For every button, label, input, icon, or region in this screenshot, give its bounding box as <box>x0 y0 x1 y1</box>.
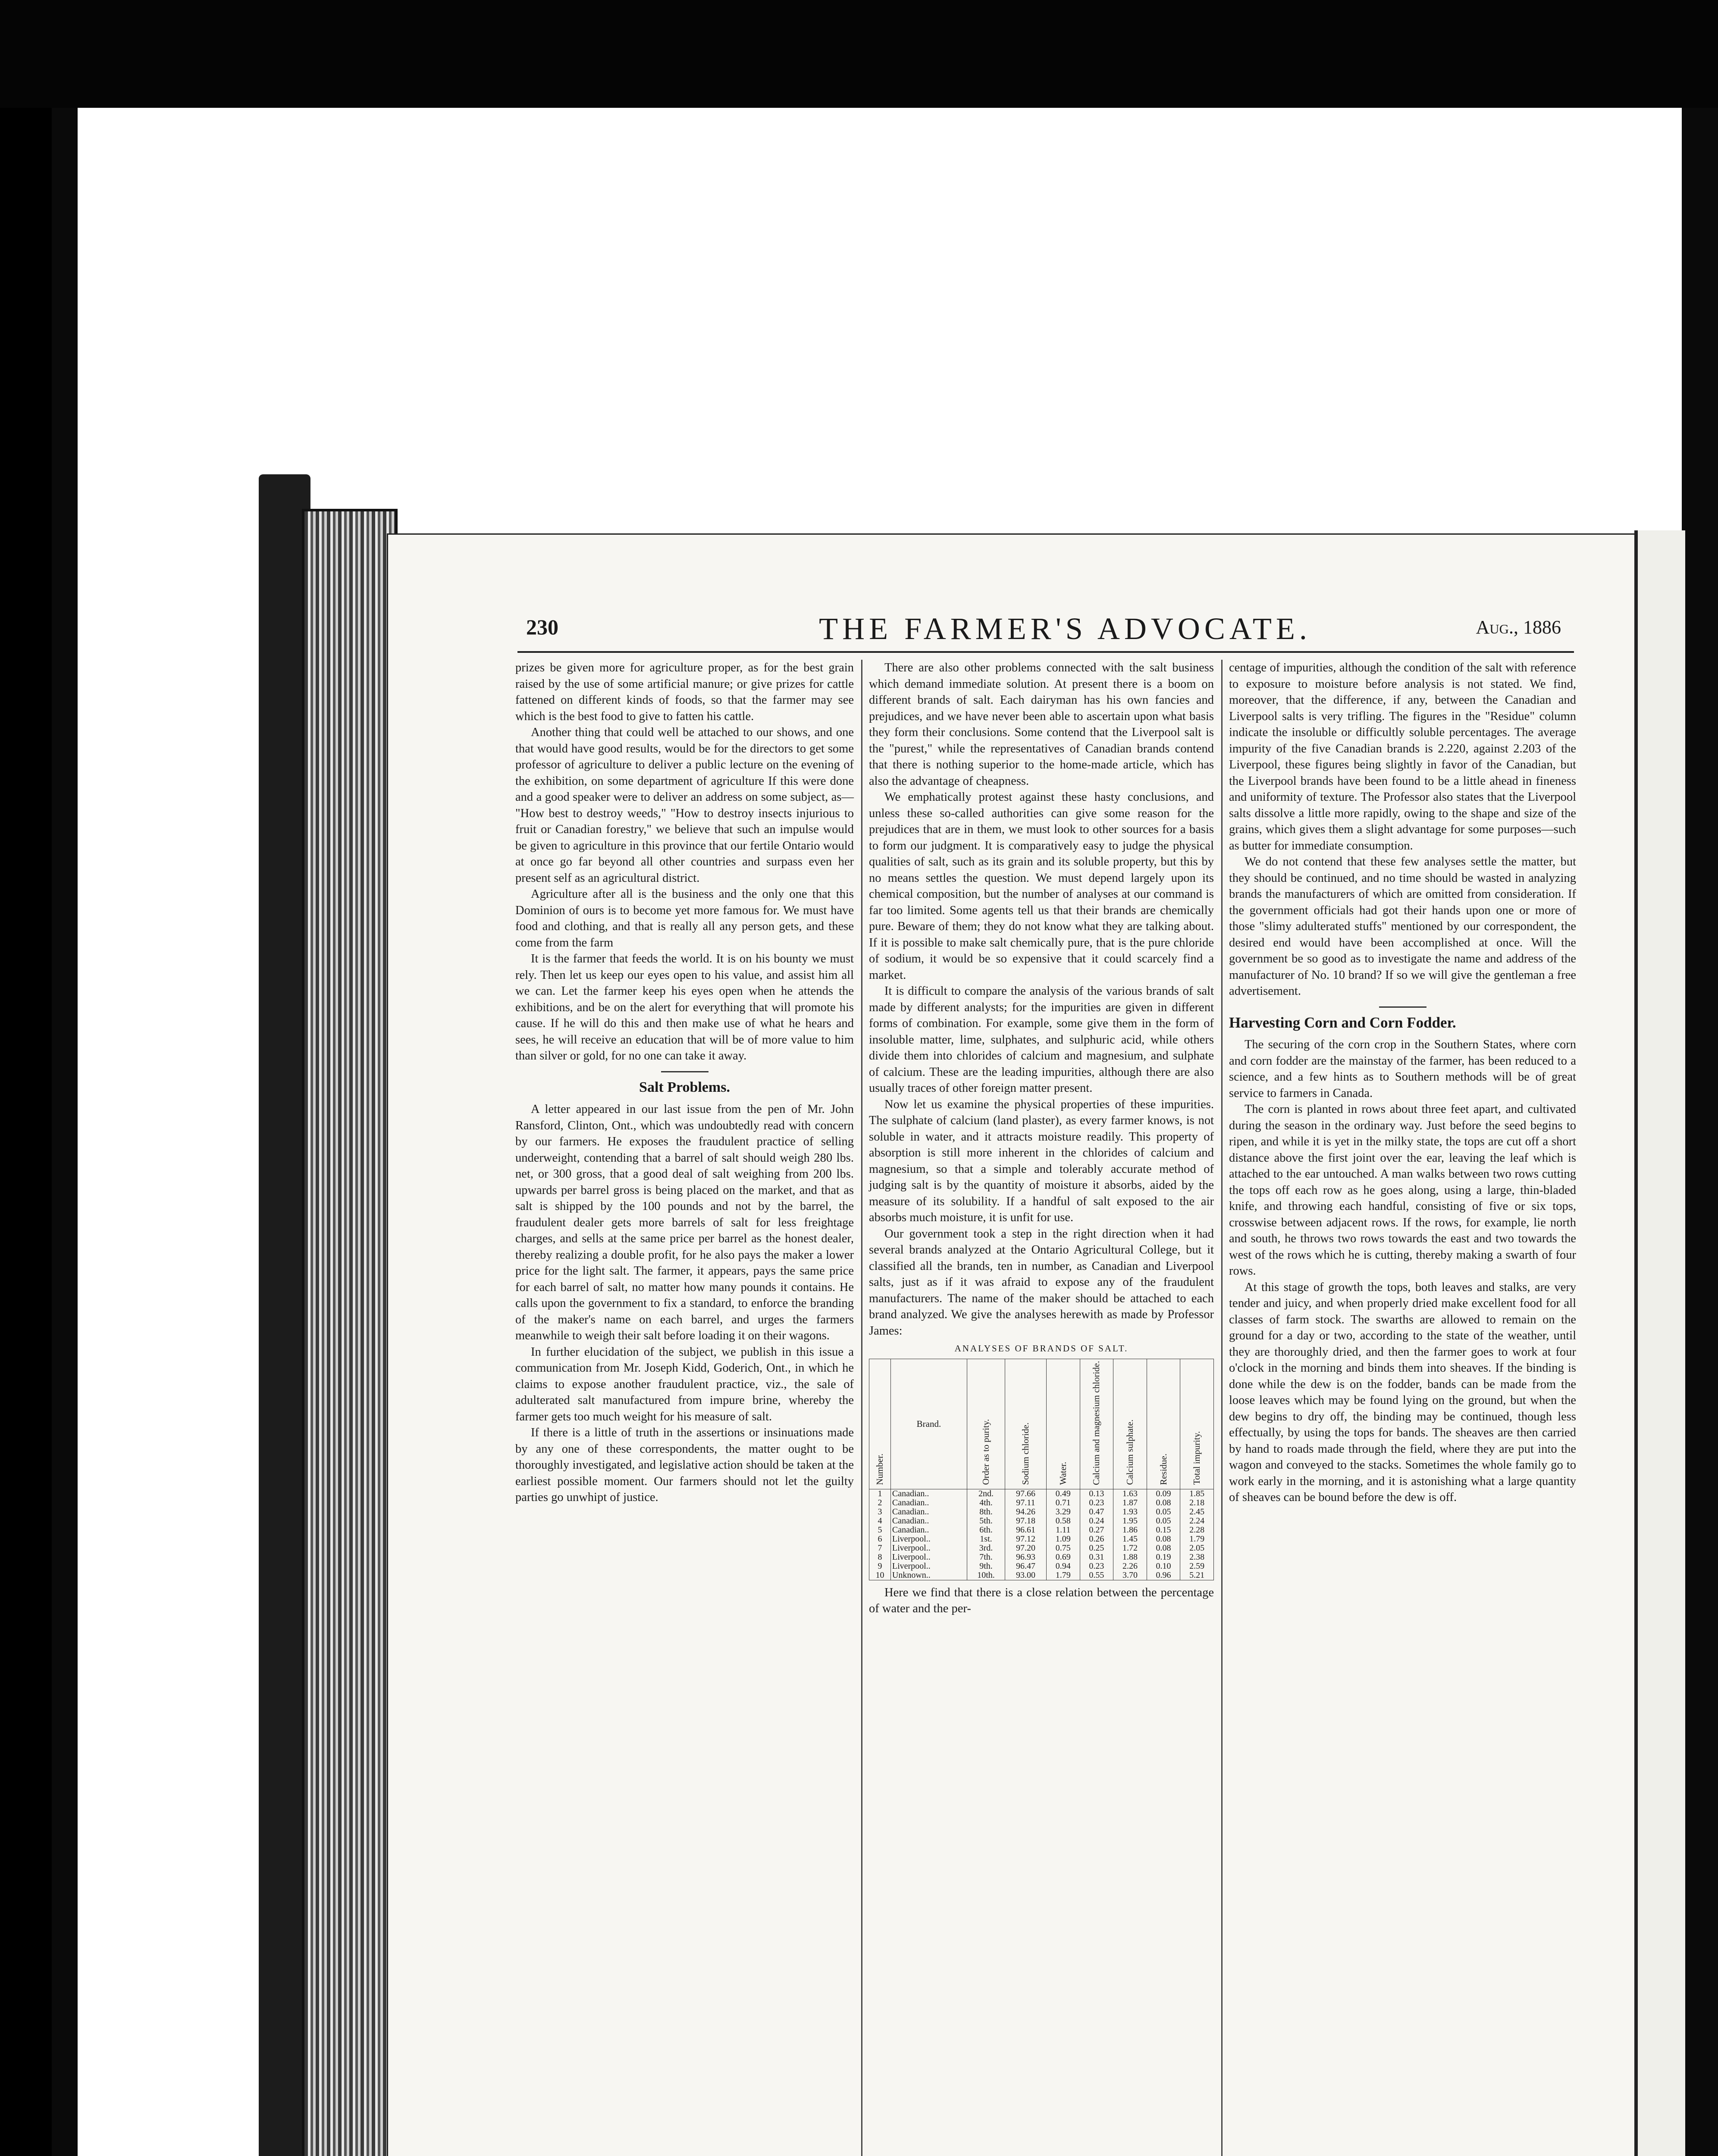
table-cell: 4 <box>869 1517 891 1526</box>
column-three <box>1229 660 1576 1506</box>
table-cell: 97.12 <box>1005 1535 1046 1544</box>
table-cell: 3 <box>869 1507 891 1517</box>
column-rule <box>1221 660 1223 2156</box>
masthead-title: THE FARMER'S ADVOCATE. <box>819 611 1311 646</box>
section-divider <box>1379 1006 1426 1008</box>
table-row <box>869 1489 1214 1498</box>
table-header-row <box>869 1359 1214 1489</box>
table-cell: 1 <box>869 1489 891 1498</box>
table-cell: 3rd. <box>967 1544 1005 1553</box>
table-cell: 0.49 <box>1046 1489 1080 1498</box>
table-cell: 1.72 <box>1113 1544 1147 1553</box>
table-cell: Liverpool.. <box>890 1562 967 1571</box>
table-cell: 2.24 <box>1180 1517 1214 1526</box>
section-divider <box>661 1071 709 1072</box>
table-cell: 0.47 <box>1080 1507 1113 1517</box>
article-paragraph: It is the farmer that feeds the world. It is on his bounty we must rely. Then let us keep our eyes open to his value, and assist him all we can. Let the farmer keep his eyes open when he attends the exhibitions, and be on the alert for everything that will promote his cause. If he will do this and then make use of what he hears and sees, he will receive an education that will be of more value to him than silver or gold, for no one can take it away. <box>515 952 854 1062</box>
table-cell: 0.08 <box>1147 1498 1180 1507</box>
table-cell: 96.93 <box>1005 1553 1046 1562</box>
table-cell: 1.09 <box>1046 1535 1080 1544</box>
table-cell: 94.26 <box>1005 1507 1046 1517</box>
table-cell: 93.00 <box>1005 1571 1046 1580</box>
article-paragraph: prizes be given more for agriculture proper, as for the best grain raised by the use of some artificial manure; or give prizes for cattle fattened on different kinds of foods, so that the farmer may see which is the best food to give to fatten his cattle. <box>515 661 854 723</box>
table-cell: 6th. <box>967 1526 1005 1535</box>
table-cell: 9th. <box>967 1562 1005 1571</box>
table-cell: Canadian.. <box>890 1517 967 1526</box>
film-right-edge <box>1682 108 1718 2156</box>
table-cell: Liverpool.. <box>890 1535 967 1544</box>
table-cell: 97.66 <box>1005 1489 1046 1498</box>
table-cell: Canadian.. <box>890 1489 967 1498</box>
table-cell: 1.86 <box>1113 1526 1147 1535</box>
table-cell: 1.11 <box>1046 1526 1080 1535</box>
table-cell: 0.15 <box>1147 1526 1180 1535</box>
header-rule <box>517 651 1574 653</box>
article-paragraph: We emphatically protest against these hasty conclusions, and unless these so-called authorities can give some reason for the prejudices that are in them, we must look to other sources for a basis to form our judgment. It is comparatively easy to judge the physical qualities of salt, such as its grain and its soluble property, but this by no means settles the question. We must depend largely upon its chemical composition, but the number of analyses at our command is far too limited. Some agents tell us that their brands are chemically pure. Beware of them; they do not know what they are talking about. If it is possible to make salt chemically pure, that is the pure chloride of sodium, it would be so expensive that it could scarcely find a market. <box>869 790 1214 982</box>
facing-page-edge <box>1634 530 1685 2156</box>
table-cell: 7 <box>869 1544 891 1553</box>
article-paragraph: A letter appeared in our last issue from the pen of Mr. John Ransford, Clinton, Ont., which was undoubtedly read with concern by our farmers. He exposes the fraudulent practice of selling underweight, contending that a barrel of salt should weigh 280 lbs. net, or 300 gross, that a good deal of salt weighing from 200 lbs. upwards per barrel gross is being placed on the market, and that as salt is shipped by the 100 pounds and not by the barrel, the fraudulent dealer gets more barrels of salt for less freightage charges, and sells at the same price per barrel as the honest dealer, thereby realizing a double profit, for he also pays the maker a lower price for the light salt. The farmer, it appears, pays the same price for each barrel of salt, no matter how many pounds it contains. He calls upon the government to fix a standard, to enforce the branding of the maker's name on each barrel, and urges the farmers meanwhile to weigh their salt before loading it on their wagons. <box>515 1103 854 1342</box>
table-cell: 10th. <box>967 1571 1005 1580</box>
table-cell: 0.05 <box>1147 1507 1180 1517</box>
article-paragraph: Our government took a step in the right direction when it had several brands analyzed at the Ontario Agricultural College, but it classified all the brands, ten in number, as Canadian and Liverpool salts, just as if it was afraid to expose any of the fraudulent manufacturers. The name of the maker should be attached to each brand analyzed. We give the analyses herewith as made by Professor James: <box>869 1227 1214 1338</box>
table-cell: 0.08 <box>1147 1535 1180 1544</box>
table-cell: 97.11 <box>1005 1498 1046 1507</box>
column-rule <box>861 660 862 2156</box>
table-row <box>869 1535 1214 1544</box>
table-row <box>869 1571 1214 1580</box>
table-cell: 9 <box>869 1562 891 1571</box>
table-row <box>869 1507 1214 1517</box>
article-paragraph: It is difficult to compare the analysis of the various brands of salt made by different analysts; for the impurities are given in different forms of combination. For example, some give them in the form of insoluble matter, lime, sulphates, and sulphuric acid, while others divide them into chlorides of calcium and magnesium, and sulphate of calcium. These are the leading impurities, although there are also usually traces of other foreign matter present. <box>869 984 1214 1095</box>
table-cell: 0.05 <box>1147 1517 1180 1526</box>
table-cell: 97.18 <box>1005 1517 1046 1526</box>
table-row <box>869 1498 1214 1507</box>
table-cell: 0.10 <box>1147 1562 1180 1571</box>
table-cell: Canadian.. <box>890 1526 967 1535</box>
table-cell: Unknown.. <box>890 1571 967 1580</box>
table-cell: 0.71 <box>1046 1498 1080 1507</box>
table-cell: 3.70 <box>1113 1571 1147 1580</box>
header-sodium-chloride: Sodium chloride. <box>1005 1359 1046 1489</box>
table-cell: 2.59 <box>1180 1562 1214 1571</box>
table-cell: Canadian.. <box>890 1507 967 1517</box>
table-cell: 0.27 <box>1080 1526 1113 1535</box>
column-two <box>869 660 1214 1617</box>
article-paragraph: There are also other problems connected with the salt business which demand immediate solution. At present there is a boom on different brands of salt. Each dairyman has his own fancies and prejudices, and we have never been able to ascertain upon what basis they form their conclusions. Some contend that the Liverpool salt is the "purest," while the representatives of Canadian brands contend that there is nothing superior to the home-made article, which has also the advantage of cheapness. <box>869 661 1214 788</box>
table-cell: Liverpool.. <box>890 1553 967 1562</box>
table-cell: 0.31 <box>1080 1553 1113 1562</box>
table-cell: 2.26 <box>1113 1562 1147 1571</box>
table-cell: 1.95 <box>1113 1517 1147 1526</box>
table-row <box>869 1544 1214 1553</box>
article-paragraph: The securing of the corn crop in the Southern States, where corn and corn fodder are the mainstay of the farmer, has been reduced to a science, and a few hints as to Southern methods will be of great service to farmers in Canada. <box>1229 1038 1576 1100</box>
table-cell: 1.63 <box>1113 1489 1147 1498</box>
article-paragraph: Now let us examine the physical properties of these impurities. The sulphate of calcium (land plaster), as every farmer knows, is not soluble in water, and it attracts moisture readily. This property of absorption is still more inherent in the chlorides of calcium and magnesium, so that a simple and tolerably accurate method of judging salt is by the quantity of moisture it absorbs, aided by the measure of its solubility. If a handful of salt exposed to the air absorbs much moisture, it is unfit for use. <box>869 1097 1214 1224</box>
table-cell: Canadian.. <box>890 1498 967 1507</box>
table-row <box>869 1526 1214 1535</box>
table-cell: 5th. <box>967 1517 1005 1526</box>
page-number: 230 <box>526 615 558 639</box>
table-cell: 1.79 <box>1046 1571 1080 1580</box>
header-residue: Residue. <box>1147 1359 1180 1489</box>
film-left-edge <box>52 108 78 2156</box>
table-cell: 1.87 <box>1113 1498 1147 1507</box>
salt-table-title: ANALYSES OF BRANDS OF SALT. <box>954 1343 1129 1354</box>
header-calcium-magnesium-chloride: Calcium and magnesium chloride. <box>1080 1359 1113 1489</box>
table-cell: 96.47 <box>1005 1562 1046 1571</box>
salt-analysis-table <box>869 1359 1214 1580</box>
table-cell: 4th. <box>967 1498 1005 1507</box>
table-cell: 97.20 <box>1005 1544 1046 1553</box>
table-cell: 2.18 <box>1180 1498 1214 1507</box>
header-total-impurity: Total impurity. <box>1180 1359 1214 1489</box>
table-cell: 0.94 <box>1046 1562 1080 1571</box>
header-brand: Brand. <box>890 1359 967 1489</box>
table-cell: 0.96 <box>1147 1571 1180 1580</box>
column-one <box>515 660 854 1506</box>
article-paragraph: At this stage of growth the tops, both leaves and stalks, are very tender and juicy, and when properly dried make excellent food for all classes of farm stock. The swarths are allowed to remain on the ground for a day or two, according to the state of the weather, until they are thoroughly dried, and then the farmer goes to work at four o'clock in the morning and binds them into sheaves. If the binding is done while the dew is on the fodder, bands can be made from the loose leaves which may be found lying on the ground, but when the dew begins to dry off, the binding may be continued, though less effectually, by using the tops for bands. The sheaves are then carried by hand to roads made through the field, where they are put into the wagon and conveyed to the stacks. Sometimes the whole family go to work early in the morning, and it is astonishing what a large quantity of sheaves can be bound before the dew is off. <box>1229 1280 1576 1504</box>
article-paragraph: Here we find that there is a close relation between the percentage of water and the per- <box>869 1586 1214 1616</box>
table-cell: 1.45 <box>1113 1535 1147 1544</box>
table-cell: 10 <box>869 1571 891 1580</box>
table-row <box>869 1517 1214 1526</box>
table-cell: 8 <box>869 1553 891 1562</box>
table-cell: Liverpool.. <box>890 1544 967 1553</box>
table-cell: 2.45 <box>1180 1507 1214 1517</box>
article-paragraph: centage of impurities, although the condition of the salt with reference to exposure to moisture before analysis is not stated. We find, moreover, that the difference, if any, between the Canadian and Liverpool salts is very trifling. The figures in the "Residue" column indicate the insoluble or difficultly soluble percentages. The average impurity of the five Canadian brands is 2.220, against 2.203 of the Liverpool, these figures being slightly in favor of the Canadian, but the Liverpool brands have been found to be a little ahead in fineness and uniformity of texture. The Professor also states that the Liverpool salts dissolve a little more rapidly, owing to the shape and size of the grains, which gives them a slight advantage for some purposes—such as butter for immediate consumption. <box>1229 661 1576 852</box>
article-paragraph: Another thing that could well be attached to our shows, and one that would have good results, would be for the directors to get some professor of agriculture to deliver a public lecture on the evening of the exhibition, on some department of agriculture If this were done and a good speaker were to deliver an address on some subject, as— "How best to destroy weeds," "How to destroy insects injurious to fruit or Canadian forestry," we believe that such an impulse would be given to agriculture in this province that our fertile Ontario would at once go far beyond all other countries and surpass even her present self as an agricultural district. <box>515 726 854 885</box>
table-cell: 0.09 <box>1147 1489 1180 1498</box>
table-cell: 2.05 <box>1180 1544 1214 1553</box>
header-calcium-sulphate: Calcium sulphate. <box>1113 1359 1147 1489</box>
table-cell: 3.29 <box>1046 1507 1080 1517</box>
table-cell: 0.69 <box>1046 1553 1080 1562</box>
header-number: Number. <box>869 1359 891 1489</box>
table-cell: 96.61 <box>1005 1526 1046 1535</box>
table-cell: 1.93 <box>1113 1507 1147 1517</box>
table-cell: 2.28 <box>1180 1526 1214 1535</box>
table-cell: 2nd. <box>967 1489 1005 1498</box>
table-cell: 0.13 <box>1080 1489 1113 1498</box>
header-water: Water. <box>1046 1359 1080 1489</box>
article-paragraph: Agriculture after all is the business and the only one that this Dominion of ours is to become yet more famous for. We must have food and clothing, and that is really all any person gets, and these come from the farm <box>515 887 854 950</box>
table-cell: 2 <box>869 1498 891 1507</box>
table-cell: 0.58 <box>1046 1517 1080 1526</box>
table-cell: 1.79 <box>1180 1535 1214 1544</box>
table-cell: 0.75 <box>1046 1544 1080 1553</box>
table-cell: 8th. <box>967 1507 1005 1517</box>
table-cell: 1st. <box>967 1535 1005 1544</box>
header-order: Order as to purity. <box>967 1359 1005 1489</box>
issue-date: Aug., 1886 <box>1476 617 1561 638</box>
table-cell: 2.38 <box>1180 1553 1214 1562</box>
table-cell: 0.23 <box>1080 1498 1113 1507</box>
table-cell: 0.19 <box>1147 1553 1180 1562</box>
table-cell: 0.08 <box>1147 1544 1180 1553</box>
article-paragraph: In further elucidation of the subject, we publish in this issue a communication from Mr. Joseph Kidd, Goderich, Ont., in which he claims to expose another fraudulent practice, viz., the sale of adulterated salt manufactured from impure brine, whereby the farmer gets too much weight for his measure of salt. <box>515 1345 854 1423</box>
harvesting-corn-heading: Harvesting Corn and Corn Fodder. <box>1229 1014 1456 1031</box>
table-cell: 0.25 <box>1080 1544 1113 1553</box>
film-frame-top <box>0 0 1718 108</box>
article-paragraph: The corn is planted in rows about three feet apart, and cultivated during the season in the ordinary way. Just before the seed begins to ripen, and while it is yet in the milky state, the tops are cut off a short distance above the first joint over the ear, leaving the leaf which is attached to the ear untouched. A man walks between two rows cutting the tops off each row as he goes along, using a large, thin-bladed knife, and throwing each handful, consisting of five or six tops, crosswise between adjacent rows. If the rows, for example, lie north and south, he throws two rows towards the east and two towards the west of the rows which he is cutting, thereby making a swarth of four rows. <box>1229 1103 1576 1278</box>
table-cell: 0.26 <box>1080 1535 1113 1544</box>
article-paragraph: If there is a little of truth in the assertions or insinuations made by any one of these correspondents, the matter ought to be thoroughly investigated, and legislative action should be taken at the earliest possible moment. Our farmers should not let the guilty parties go unwhipt of justice. <box>515 1426 854 1504</box>
article-paragraph: We do not contend that these few analyses settle the matter, but they should be continued, and no time should be wasted in analyzing brands the manufacturers of which are omitted from consideration. If the government officials had got their hands upon one or more of those "slimy adulterated stuffs" mentioned by our correspondent, the desired end would have been accomplished at once. Will the government be so good as to investigate the name and address of the manufacturer of No. 10 brand? If so we will give the gentleman a free advertisement. <box>1229 855 1576 998</box>
table-cell: 1.85 <box>1180 1489 1214 1498</box>
table-cell: 5 <box>869 1526 891 1535</box>
table-row <box>869 1553 1214 1562</box>
table-cell: 0.55 <box>1080 1571 1113 1580</box>
running-head <box>526 611 1561 646</box>
salt-problems-heading: Salt Problems. <box>639 1079 730 1095</box>
table-cell: 5.21 <box>1180 1571 1214 1580</box>
table-cell: 0.23 <box>1080 1562 1113 1571</box>
table-row <box>869 1562 1214 1571</box>
table-cell: 6 <box>869 1535 891 1544</box>
table-cell: 7th. <box>967 1553 1005 1562</box>
table-cell: 1.88 <box>1113 1553 1147 1562</box>
book-page-edges <box>302 509 398 2156</box>
table-cell: 0.24 <box>1080 1517 1113 1526</box>
